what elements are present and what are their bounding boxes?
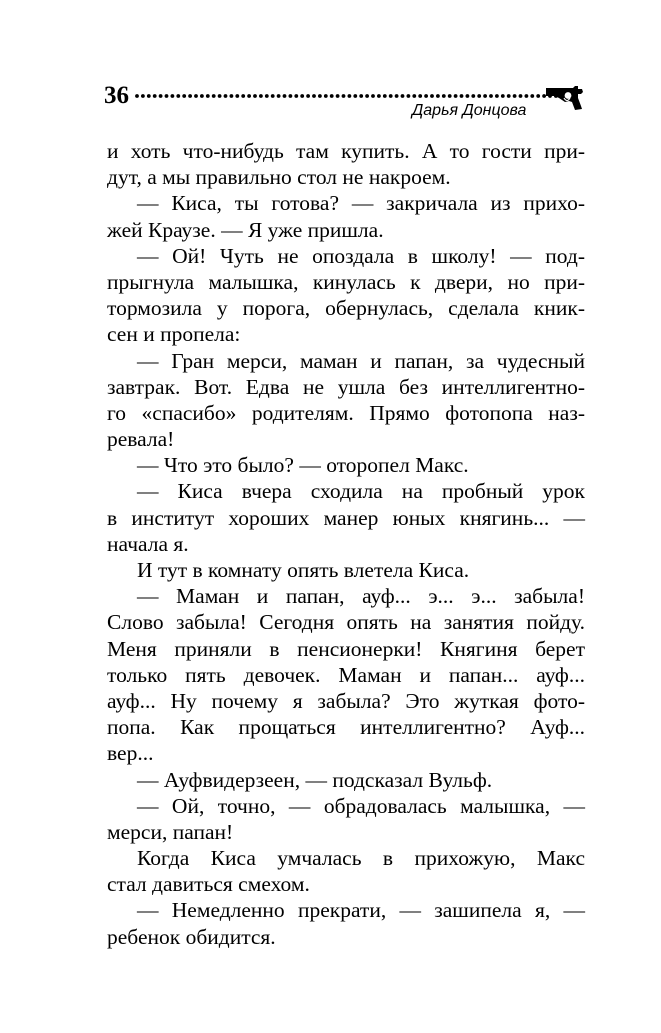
text-line: Когда Киса умчалась в прихожую, Макс (137, 846, 585, 871)
dotted-rule (0, 0, 661, 140)
text-line: Меня приняли в пенсионерки! Княгиня берет (107, 636, 585, 661)
text-line: — Киса, ты готова? — закричала из прихо- (137, 191, 585, 216)
text-line: — Немедленно прекрати, — зашипела я, — (137, 898, 585, 923)
text-line: стал давиться смехом. (107, 872, 310, 897)
text-line: тормозила у порога, обернулась, сделала кник- (107, 296, 585, 321)
text-line: — Киса вчера сходила на пробный урок (137, 479, 585, 504)
text-line: Слово забыла! Сегодня опять на занятия пойду. (107, 610, 585, 635)
text-line: — Ой! Чуть не опоздала в школу! — под- (137, 243, 585, 268)
text-line: завтрак. Вот. Едва не ушла без интеллигентно- (107, 374, 585, 399)
page-number: 36 (104, 82, 129, 109)
text-line: только пять девочек. Маман и папан... ауф... (107, 662, 585, 687)
text-line: прыгнула малышка, кинулась к двери, но при- (107, 269, 585, 294)
text-line: — Маман и папан, ауф... э... э... забыла! (137, 584, 585, 609)
text-line: И тут в комнату опять влетела Киса. (137, 558, 470, 582)
page-header (0, 0, 661, 140)
text-line: — Гран мерси, маман и папан, за чудесный (137, 348, 585, 373)
text-line: — Что это было? — оторопел Макс. (137, 453, 469, 478)
text-line: вер... (107, 741, 154, 766)
text-line: в институт хороших манер юных княгинь... — (107, 505, 585, 530)
text-line: ребенок обидится. (107, 924, 276, 949)
page-text (107, 138, 585, 950)
text-line: мерси, папан! (107, 819, 234, 844)
text-line: начала я. (107, 531, 189, 556)
revolver-icon (545, 85, 585, 111)
text-line: дут, а мы правильно стол не накроем. (107, 165, 451, 190)
text-line: ауф... Ну почему я забыла? Это жуткая фото- (107, 688, 585, 713)
text-line: сен и пропела: (107, 322, 241, 347)
text-line: ревала! (107, 427, 175, 452)
text-line: — Ауфвидерзеен, — подсказал Вульф. (137, 767, 493, 792)
running-head-author: Дарья Донцова (412, 102, 527, 119)
text-line: — Ой, точно, — обрадовалась малышка, — (137, 793, 585, 818)
text-line: жей Краузе. — Я уже пришла. (107, 217, 384, 242)
text-line: и хоть что-нибудь там купить. А то гости при- (107, 139, 585, 163)
text-line: го «спасибо» родителям. Прямо фотопопа наз- (107, 400, 585, 425)
text-line: попа. Как прощаться интеллигентно? Ауф... (107, 715, 585, 740)
